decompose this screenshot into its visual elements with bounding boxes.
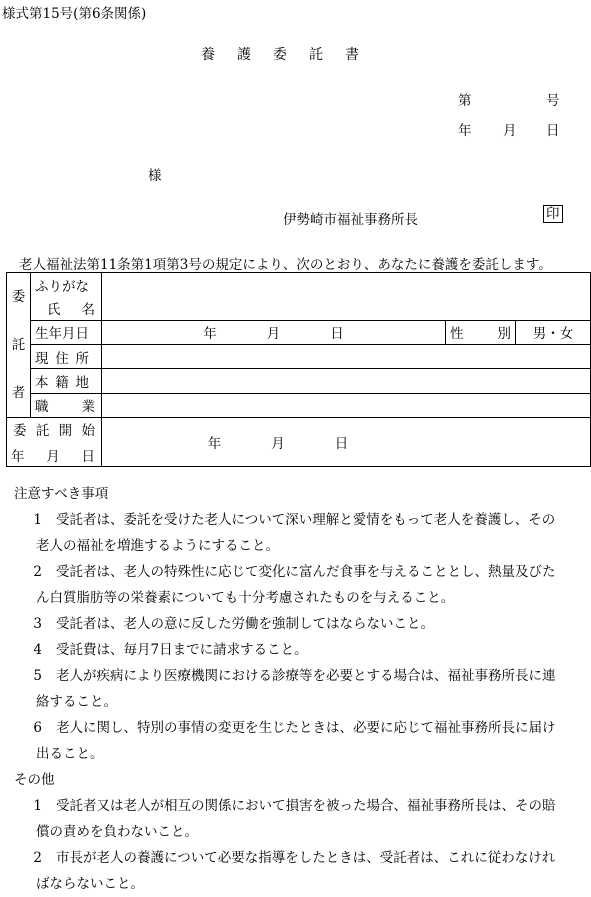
number-prefix: 第	[458, 93, 472, 109]
occupation-label: 職 業	[31, 393, 102, 417]
furigana-label: ふりがな	[31, 273, 102, 297]
document-title: 養護委託書	[201, 47, 381, 63]
address-label: 現 住 所	[31, 344, 102, 368]
note-item: 3 受託者は、老人の意に反した労働を強制してはならないこと。	[33, 616, 434, 632]
issuer: 伊勢崎市福祉事務所長	[283, 212, 418, 228]
seal-mark: 印	[543, 206, 563, 222]
date-month: 月	[503, 123, 517, 139]
name-field[interactable]	[102, 273, 591, 321]
note-item: 5 老人が疾病により医療機関における診療等を必要とする場合は、福祉事務所長に連 絡すること。	[33, 668, 556, 710]
note-item: 2 受託者は、老人の特殊性に応じて変化に富んだ食事を与えることとし、熱量及びた ん白質脂肪等の栄養素についても十分考慮されたものを与えること。	[33, 564, 556, 606]
start-date-field[interactable]: 年 月 日	[102, 418, 591, 467]
name-label: 氏 名	[31, 296, 102, 320]
birthdate-label: 生年月日	[31, 320, 102, 344]
notes-heading: 注意すべき事項	[14, 486, 109, 502]
addressee-suffix: 様	[148, 168, 162, 184]
consignee-label: 委 託 者	[7, 273, 31, 418]
address-field[interactable]	[102, 344, 591, 368]
other-item: 1 受託者又は老人が相互の関係において損害を被った場合、福祉事務所長は、その賠 償の責めを負わないこと。	[33, 798, 556, 840]
honseki-label: 本 籍 地	[31, 369, 102, 393]
other-heading: その他	[14, 772, 55, 788]
sex-label: 性 別	[446, 320, 516, 344]
number-suffix: 号	[546, 93, 560, 109]
form-number: 様式第15号(第6条関係)	[2, 6, 147, 22]
occupation-field[interactable]	[102, 393, 591, 417]
intro-text: 老人福祉法第11条第1項第3号の規定により、次のとおり、あなたに養護を委託します。	[19, 257, 552, 273]
note-item: 4 受託費は、毎月7日までに請求すること。	[33, 642, 308, 658]
birthdate-field[interactable]: 年 月 日	[102, 320, 446, 344]
other-item: 2 市長が老人の養護について必要な指導をしたときは、受託者は、これに従わなけれ ばならないこと。	[33, 850, 556, 892]
date-day: 日	[546, 123, 560, 139]
note-item: 6 老人に関し、特別の事情の変更を生じたときは、必要に応じて福祉事務所長に届け 出ること。	[33, 720, 556, 762]
consignee-table	[6, 272, 591, 467]
start-date-label: 委 託 開 始 年 月 日	[7, 418, 102, 467]
note-item: 1 受託者は、委託を受けた老人について深い理解と愛情をもって老人を養護し、その 老人の福祉を増進するようにすること。	[33, 512, 556, 554]
sex-value[interactable]: 男・女	[516, 320, 591, 344]
notes-section	[0, 481, 591, 897]
date-year: 年	[458, 123, 472, 139]
honseki-field[interactable]	[102, 369, 591, 393]
